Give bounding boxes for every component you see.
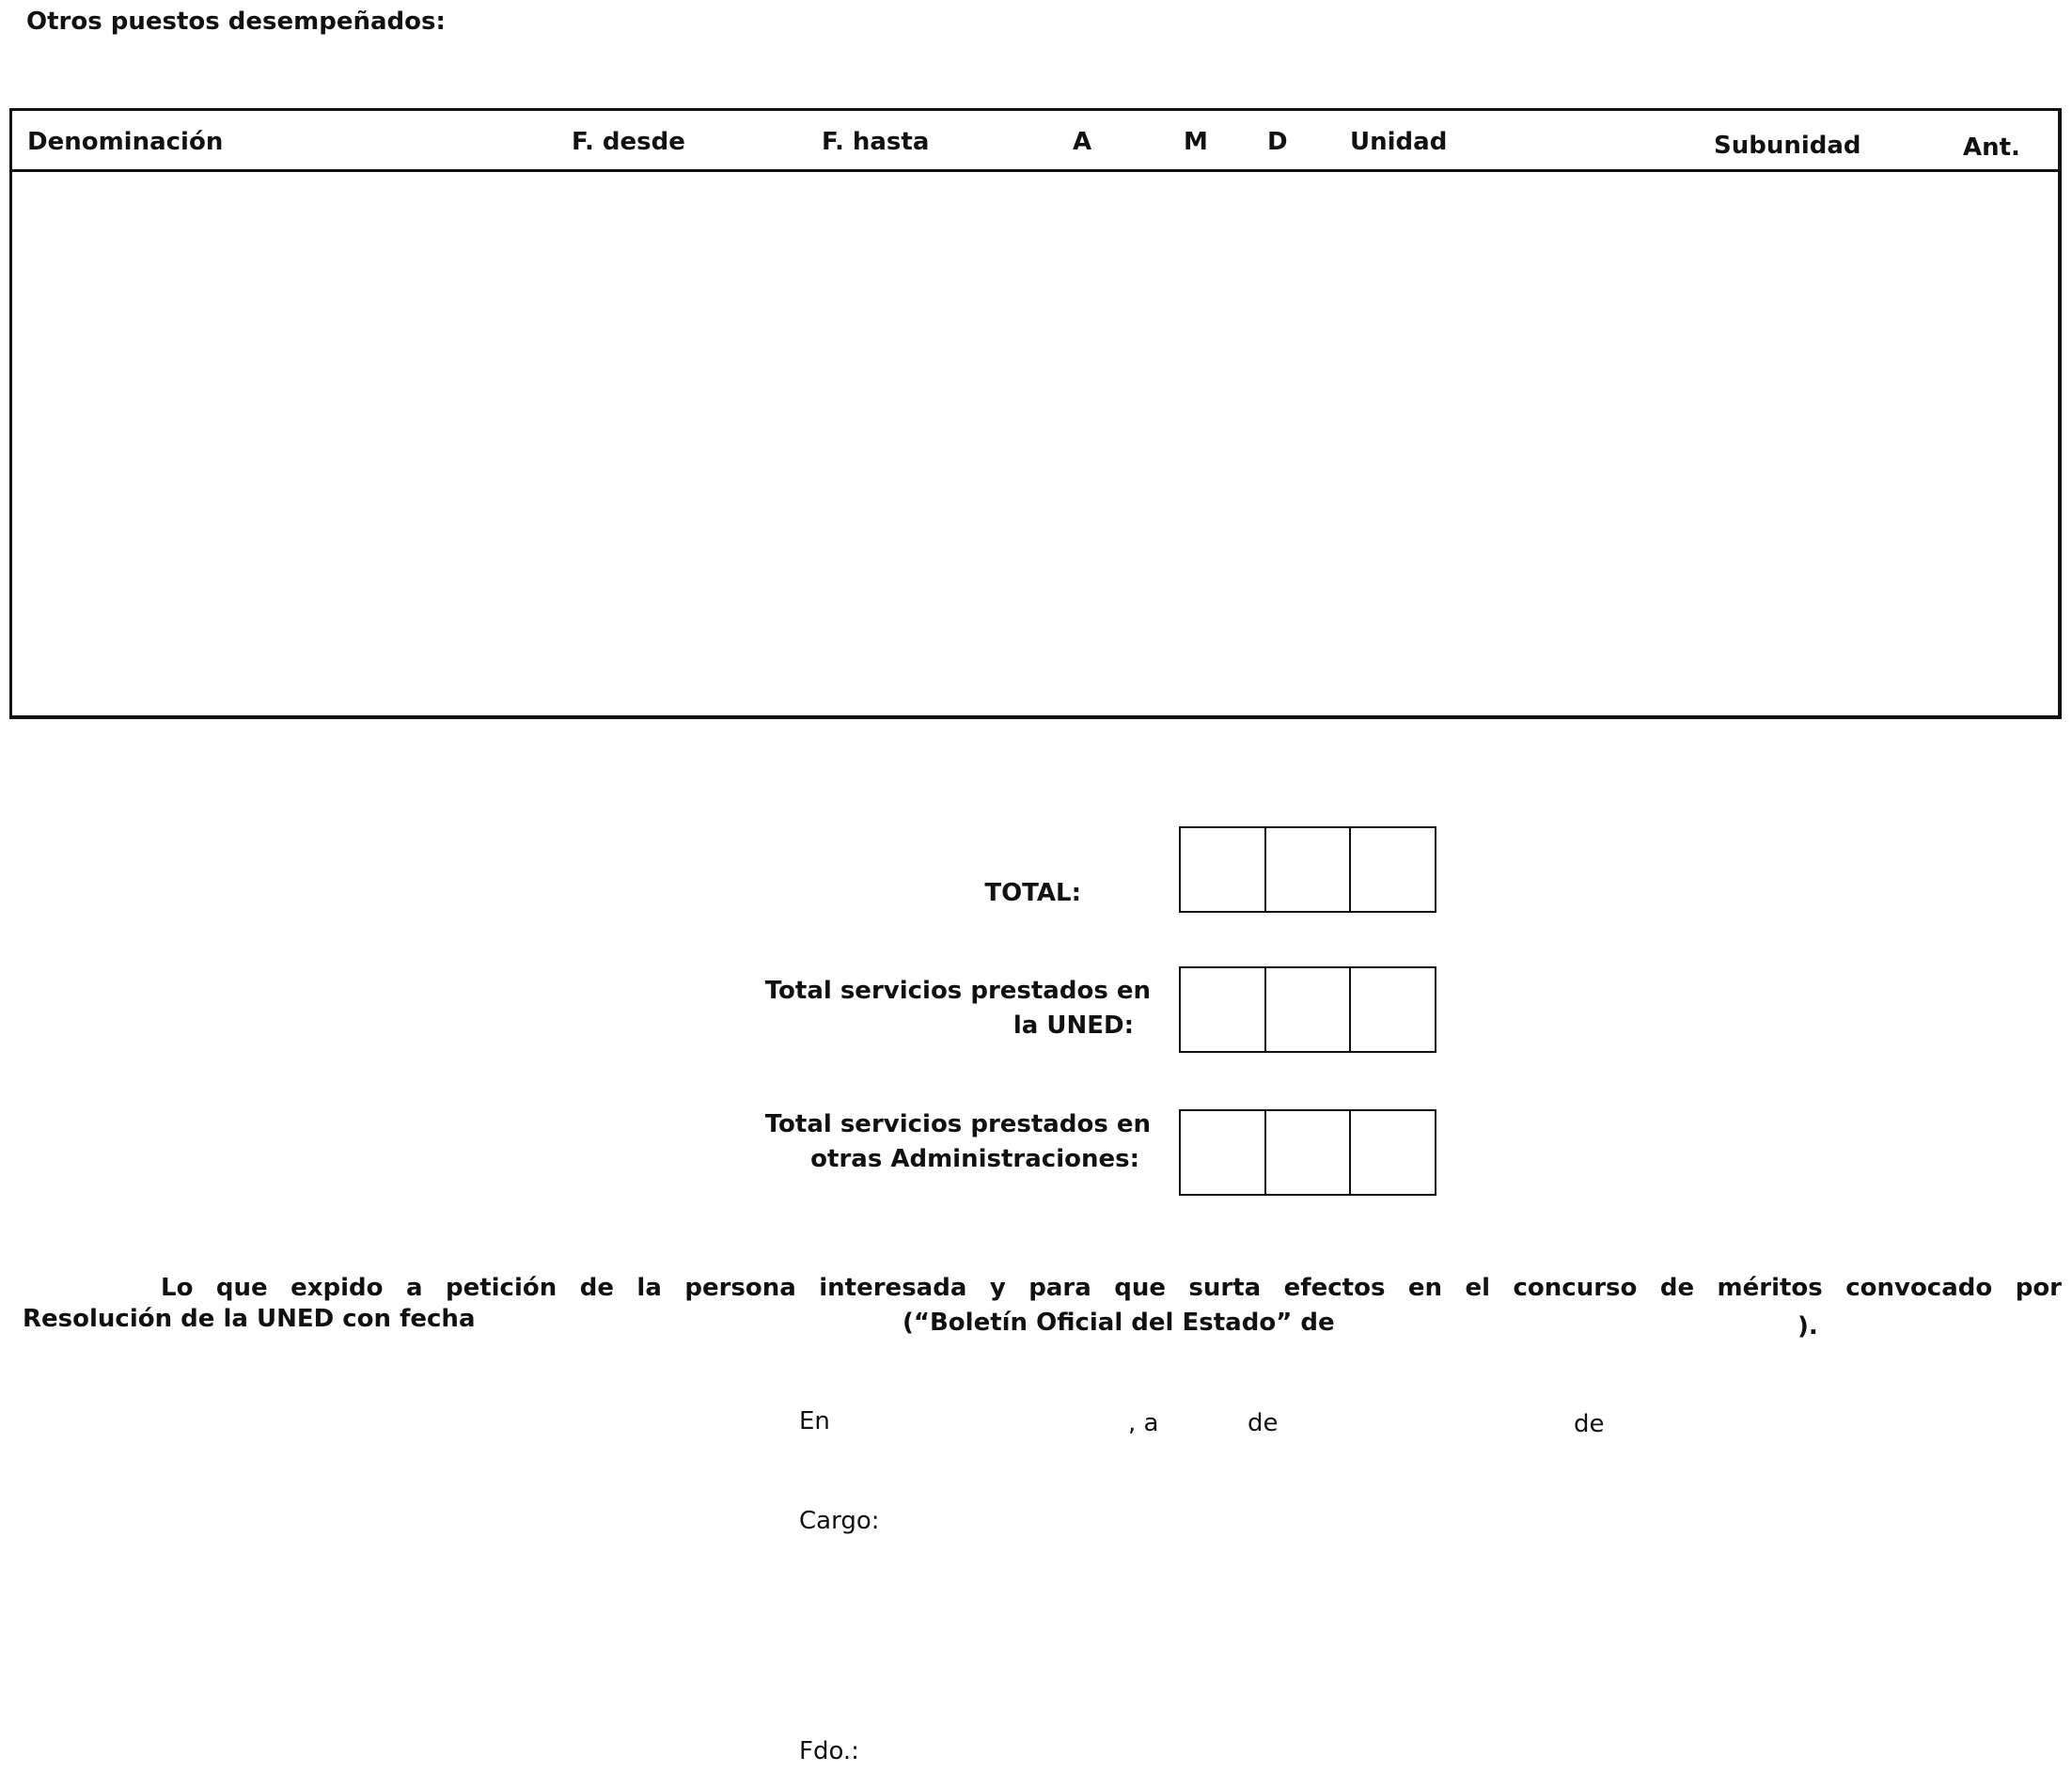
boe-label: (“Boletín Oficial del Estado” de (903, 1309, 1335, 1337)
col-subunidad: Subunidad (1714, 132, 1861, 160)
header-divider (12, 169, 2058, 172)
positions-table (9, 108, 2062, 719)
label-line: la UNED: (1012, 1011, 1134, 1040)
paragraph-close: ). (1797, 1312, 1818, 1341)
year-label: de (1574, 1410, 1605, 1438)
total-months-cell[interactable] (1266, 828, 1352, 911)
col-f-desde: F. desde (572, 128, 685, 156)
certificate-paragraph-line1: Lo que expido a petición de la persona interesada y para que surta efectos en el concurso de méritos convocado por (161, 1274, 2062, 1302)
col-m: M (1184, 128, 1208, 156)
signature-label: Fdo.: (799, 1737, 859, 1765)
days-cell[interactable] (1351, 1111, 1435, 1194)
other-admin-services-boxes (1179, 1109, 1436, 1196)
day-label: , a (1128, 1409, 1159, 1437)
month-label: de (1248, 1409, 1279, 1437)
col-denominacion: Denominación (27, 128, 224, 156)
total-years-cell[interactable] (1181, 828, 1266, 911)
col-unidad: Unidad (1350, 128, 1448, 156)
label-line: Total servicios prestados en (764, 1110, 1151, 1138)
days-cell[interactable] (1351, 968, 1435, 1051)
uned-services-label (765, 974, 1151, 1043)
label-line: Total servicios prestados en (764, 977, 1151, 1005)
col-d: D (1267, 128, 1288, 156)
total-label: TOTAL: (984, 879, 1081, 907)
place-label: En (799, 1407, 830, 1435)
resolution-date-label: Resolución de la UNED con fecha (23, 1305, 476, 1333)
years-cell[interactable] (1181, 1111, 1266, 1194)
label-line: otras Administraciones: (810, 1145, 1139, 1173)
years-cell[interactable] (1181, 968, 1266, 1051)
total-boxes (1179, 826, 1436, 913)
cargo-label: Cargo: (799, 1507, 880, 1535)
col-ant: Ant. (1963, 133, 2020, 162)
section-title: Otros puestos desempeñados: (26, 8, 446, 36)
col-f-hasta: F. hasta (822, 128, 930, 156)
months-cell[interactable] (1266, 968, 1352, 1051)
uned-services-boxes (1179, 966, 1436, 1053)
months-cell[interactable] (1266, 1111, 1352, 1194)
col-a: A (1073, 128, 1092, 156)
total-days-cell[interactable] (1351, 828, 1435, 911)
other-admin-services-label (765, 1107, 1151, 1177)
